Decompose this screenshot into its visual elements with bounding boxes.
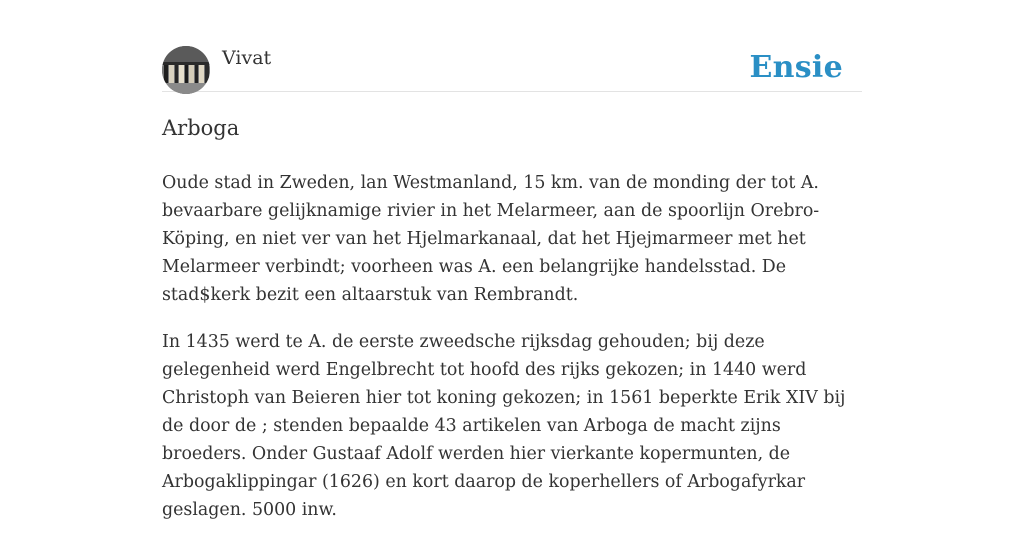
author-name[interactable]: Vivat — [222, 47, 272, 69]
avatar-books-image — [162, 46, 210, 94]
author-avatar[interactable] — [162, 46, 210, 94]
article-body — [162, 169, 868, 543]
article-paragraph: Oude stad in Zweden, lan Westmanland, 15 km. van de monding der tot A. bevaarbare gelijknamige rivier in het Melarmeer, aan de spoorlijn Orebro-Köping, en niet ver van het Hjelmarkanaal, dat het Hjejmarmeer met het Melarmeer verbindt; voorheen was A. een belangrijke handelsstad. De stad$kerk bezit een altaarstuk van Rembrandt. — [162, 173, 820, 305]
site-header — [162, 46, 862, 92]
article-paragraph: In 1435 werd te A. de eerste zweedsche rijksdag gehouden; bij deze gelegenheid werd Engelbrecht tot hoofd des rijks gekozen; in 1440 werd Christoph van Beieren hier tot koning gekozen; in 1561 beperkte Erik XIV bij de door de ; stenden bepaalde 43 artikelen van Arboga de macht zijns broeders. Onder Gustaaf Adolf werden hier vierkante kopermunten, de Arbogaklippingar (1626) en kort daarop de koperhellers of Arbogafyrkar geslagen. 5000 inw. — [162, 332, 846, 520]
article-title: Arboga — [162, 116, 240, 140]
ensie-logo-link[interactable]: Ensie — [749, 50, 843, 85]
